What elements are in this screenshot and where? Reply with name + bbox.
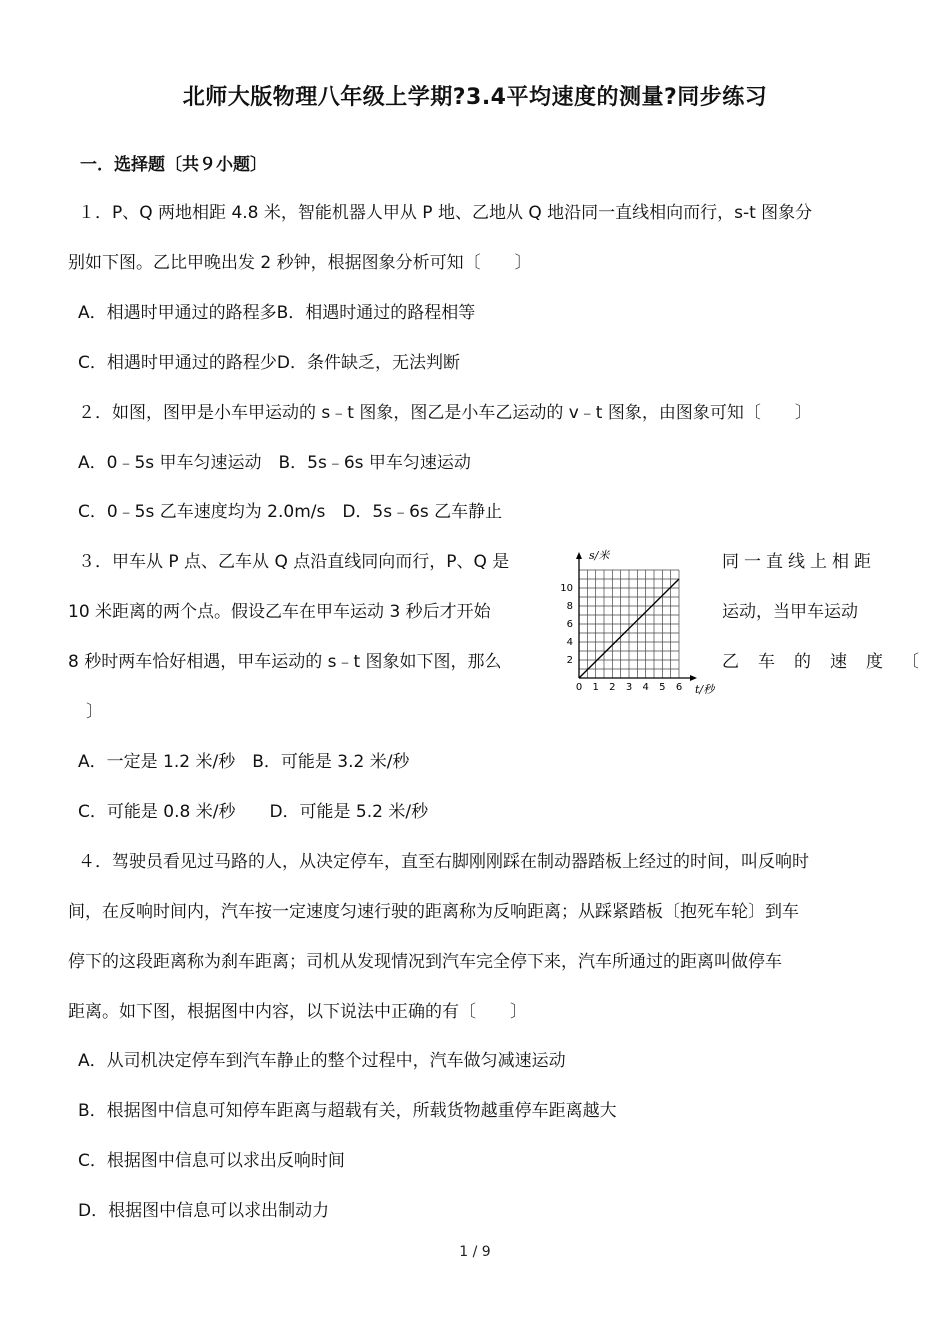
q4-line-2: 间，在反响时间内，汽车按一定速度匀速行驶的距离称为反响距离；从踩紧踏板〔抱死车轮〕到车: [68, 902, 799, 922]
page-title: 北师大版物理八年级上学期?3.4平均速度的测量?同步练习: [182, 85, 768, 110]
q4-option-b: B．根据图中信息可知停车距离与超载有关，所载货物越重停车距离越大: [78, 1101, 617, 1121]
x-tick-label: 3: [625, 682, 633, 693]
x-tick-label: 1: [592, 682, 599, 693]
q2-options-ab: A．0﹣5s 甲车匀速运动 B．5s﹣6s 甲车匀速运动: [78, 453, 471, 473]
y-tick-label: 10: [560, 583, 573, 594]
q3-right-1: 同一直线上相距: [722, 552, 876, 572]
q3-options-ab: A．一定是 1.2 米/秒 B．可能是 3.2 米/秒: [78, 752, 410, 772]
page-number: 1 / 9: [459, 1244, 491, 1260]
q3-left-1: ３．甲车从 P 点、乙车从 Q 点沿直线同向而行，P、Q 是: [78, 552, 510, 572]
x-tick-label: 6: [675, 682, 683, 693]
q1-options-cd: C．相遇时甲通过的路程少D．条件缺乏，无法判断: [78, 353, 460, 373]
y-tick-label: 2: [566, 655, 573, 666]
q4-option-c: C．根据图中信息可以求出反响时间: [78, 1151, 345, 1171]
q4-option-d: D．根据图中信息可以求出制动力: [78, 1201, 330, 1221]
graph-grid: [579, 570, 679, 678]
graph-xlabel: t/秒: [695, 683, 715, 696]
q3-line-4: 〕: [86, 702, 103, 722]
y-tick-label: 4: [566, 637, 573, 648]
q1-line-2: 别如下图。乙比甲晚出发 2 秒钟，根据图象分析可知〔 〕: [68, 253, 532, 273]
q4-line-4: 距离。如下图，根据图中内容，以下说法中正确的有〔 〕: [68, 1002, 527, 1022]
q1-line-1: １．P、Q 两地相距 4.8 米，智能机器人甲从 P 地、乙地从 Q 地沿同一直线相向而行，s-t 图象分: [78, 203, 813, 223]
st-graph: [555, 545, 723, 700]
q4-line-3: 停下的这段距离称为刹车距离；司机从发现情况到汽车完全停下来，汽车所通过的距离叫做停车: [68, 952, 782, 972]
q1-options-ab: A．相遇时甲通过的路程多B．相遇时通过的路程相等: [78, 303, 476, 323]
q2-options-cd: C．0﹣5s 乙车速度均为 2.0m/s D．5s﹣6s 乙车静止: [78, 502, 503, 522]
x-tick-label: 0: [575, 682, 583, 693]
section-heading: 一．选择题〔共９小题〕: [80, 155, 267, 175]
x-axis-arrow: [690, 675, 697, 681]
x-tick-label: 5: [659, 682, 666, 693]
q4-line-1: ４．驾驶员看见过马路的人，从决定停车，直至右脚刚刚踩在制动器踏板上经过的时间，叫反响时: [78, 852, 809, 872]
q3-left-2: 10 米距离的两个点。假设乙车在甲车运动 3 秒后才开始: [68, 602, 491, 622]
y-tick-label: 6: [566, 619, 573, 630]
q3-left-3: 8 秒时两车恰好相遇，甲车运动的 s﹣t 图象如下图，那么: [68, 652, 502, 672]
q3-right-3: 乙车的速度〔: [722, 652, 938, 672]
y-axis-arrow: [576, 552, 582, 559]
x-tick-label: 4: [642, 682, 649, 693]
q3-options-cd: C．可能是 0.8 米/秒 D．可能是 5.2 米/秒: [78, 802, 429, 822]
q3-right-2: 运动，当甲车运动: [722, 602, 858, 622]
q2-line-1: ２．如图，图甲是小车甲运动的 s﹣t 图象，图乙是小车乙运动的 v﹣t 图象，由图象可知〔 〕: [78, 403, 812, 423]
x-tick-label: 2: [609, 682, 616, 693]
y-tick-label: 8: [566, 601, 573, 612]
graph-ylabel: s/米: [589, 549, 610, 562]
q4-option-a: A．从司机决定停车到汽车静止的整个过程中，汽车做匀减速运动: [78, 1051, 566, 1071]
